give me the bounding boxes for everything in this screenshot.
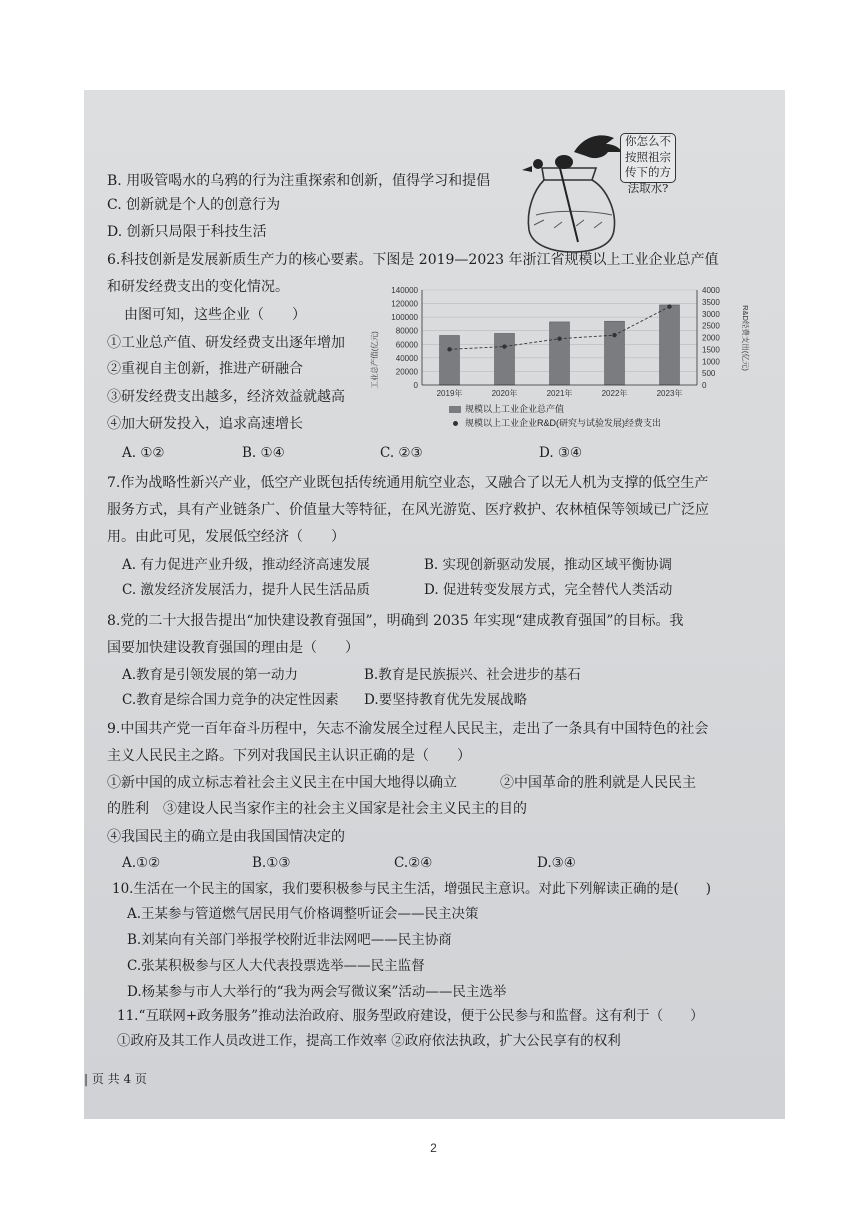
y2-tick-label: 1000 xyxy=(702,357,720,367)
rd-expenditure-point xyxy=(667,304,671,308)
q6-item-4: ④加大研发投入，追求高速增长 xyxy=(107,416,303,432)
footer-page-info: | 页 共 4 页 xyxy=(84,1072,147,1086)
q9-stem-line-2: 主义人民民主之路。下列对我国民主认识正确的是（ ） xyxy=(107,748,471,764)
y-tick-label: 0 xyxy=(413,381,418,390)
y2-tick-label: 1500 xyxy=(702,345,720,355)
x-tick-label: 2023年 xyxy=(656,389,683,398)
q9-choice-d: D.③④ xyxy=(537,855,576,871)
y-tick-label: 120000 xyxy=(391,299,418,309)
rd-expenditure-point xyxy=(612,333,616,337)
y2-axis-label: R&D经费支出(亿元) xyxy=(741,305,750,371)
q5-option-d: D. 创新只局限于科技生活 xyxy=(107,224,267,240)
q7-stem-line-1: 7.作为战略性新兴产业，低空产业既包括传统通用航空业态，又融合了以无人机为支撑的低空生产 xyxy=(107,475,709,491)
q5-option-c: C. 创新就是个人的创意行为 xyxy=(107,197,281,213)
q5-option-b: B. 用吸管喝水的乌鸦的行为注重探索和创新，值得学习和提倡 xyxy=(107,173,491,189)
q7-stem-line-2: 服务方式，具有产业链条广、价值量大等特征，在风光游览、医疗救护、农林植保等领域已广泛应 xyxy=(107,502,709,518)
q10-option-c: C.张某积极参与区人大代表投票选举——民主监督 xyxy=(127,958,425,974)
q11-stem: 11.“互联网+政务服务”推动法治政府、服务型政府建设，便于公民参与和监督。这有利于（ ） xyxy=(117,1008,704,1024)
y2-tick-label: 500 xyxy=(702,369,716,379)
q6-stem-line-2: 和研发经费支出的变化情况。 xyxy=(107,279,289,295)
q7-option-b: B. 实现创新驱动发展，推动区域平衡协调 xyxy=(424,557,673,573)
q6-stem-line-1: 6.科技创新是发展新质生产力的核心要素。下图是 2019—2023 年浙江省规模以上工业企业总产值 xyxy=(107,252,719,268)
y-tick-label: 20000 xyxy=(395,367,418,377)
q11-item-1-2: ①政府及其工作人员改进工作，提高工作效率 ②政府依法执政，扩大公民享有的权利 xyxy=(117,1033,621,1049)
q7-option-a: A. 有力促进产业升级，推动经济高速发展 xyxy=(122,557,370,573)
x-tick-label: 2021年 xyxy=(546,389,573,398)
q6-choice-a: A. ①② xyxy=(122,445,165,461)
y2-tick-label: 3500 xyxy=(702,297,720,307)
q6-choice-d: D. ③④ xyxy=(539,445,583,461)
q10-option-b: B.刘某向有关部门举报学校附近非法网吧——民主协商 xyxy=(127,932,452,948)
rd-expenditure-point xyxy=(447,347,451,351)
q9-item-4: ④我国民主的确立是由我国国情决定的 xyxy=(107,829,345,845)
y2-tick-label: 2500 xyxy=(702,321,720,331)
exam-sheet xyxy=(84,90,785,1119)
x-tick-label: 2020年 xyxy=(491,389,518,398)
q9-choice-a: A.①② xyxy=(122,855,161,871)
q8-stem-line-1: 8.党的二十大报告提出“加快建设教育强国”，明确到 2035 年实现“建成教育强国”的目标。我 xyxy=(107,613,684,629)
legend-bar xyxy=(449,403,564,415)
q10-option-d: D.杨某参与市人大举行的“我为两会写微议案”活动——民主选举 xyxy=(127,984,507,1000)
q10-stem: 10.生活在一个民主的国家，我们要积极参与民主生活，增强民主意识。对此下列解读正确的是( ) xyxy=(112,881,712,897)
q6-stem-line-3: 由图可知，这些企业（ ） xyxy=(124,307,306,323)
q9-choice-b: B.①③ xyxy=(252,855,291,871)
q7-stem-line-3: 用。由此可见，发展低空经济（ ） xyxy=(107,529,345,545)
q9-stem-line-1: 9.中国共产党一百年奋斗历程中，矢志不渝发展全过程人民民主，走出了一条具有中国特色的社会 xyxy=(107,721,709,737)
q6-item-2: ②重视自主创新，推进产研融合 xyxy=(107,361,303,377)
bubble-line: 按照祖宗 xyxy=(625,149,671,164)
y2-tick-label: 0 xyxy=(702,381,707,390)
legend-line xyxy=(449,417,661,429)
q8-option-a: A.教育是引领发展的第一动力 xyxy=(122,667,299,683)
bar-total-output xyxy=(440,335,460,385)
crow-cartoon-image xyxy=(514,130,624,255)
y-tick-label: 80000 xyxy=(395,326,418,336)
q7-option-d: D. 促进转变发展方式，完全替代人类活动 xyxy=(424,582,673,598)
q6-item-1: ①工业总产值、研发经费支出逐年增加 xyxy=(107,335,345,351)
q10-option-a: A.王某参与管道燃气居民用气价格调整听证会——民主决策 xyxy=(127,906,479,922)
y-tick-label: 40000 xyxy=(395,353,418,363)
q9-item-2: ②中国革命的胜利就是人民民主 xyxy=(500,775,696,791)
page-number: 2 xyxy=(430,1141,437,1155)
y-tick-label: 100000 xyxy=(391,313,418,323)
q8-option-c: C.教育是综合国力竞争的决定性因素 xyxy=(122,692,339,708)
bar-total-output xyxy=(660,305,680,385)
y2-tick-label: 2000 xyxy=(702,333,720,343)
industry-rd-chart xyxy=(354,282,754,400)
q6-choice-b: B. ①④ xyxy=(242,445,285,461)
q6-item-3: ③研发经费支出越多，经济效益就越高 xyxy=(107,389,345,405)
bar-total-output xyxy=(605,321,625,385)
speech-bubble xyxy=(620,133,676,195)
bar-total-output xyxy=(550,322,570,385)
legend-bar-swatch xyxy=(449,406,461,413)
x-tick-label: 2019年 xyxy=(436,389,463,398)
y2-tick-label: 4000 xyxy=(702,286,720,295)
q9-item-3: 的胜利 ③建设人民当家作主的社会主义国家是社会主义民主的目的 xyxy=(107,801,527,817)
rd-expenditure-point xyxy=(557,336,561,340)
q8-option-b: B.教育是民族振兴、社会进步的基石 xyxy=(364,667,581,683)
legend-line-marker xyxy=(453,421,458,426)
q9-item-1: ①新中国的成立标志着社会主义民主在中国大地得以确立 xyxy=(107,775,457,791)
legend-line-label: 规模以上工业企业R&D(研究与试验发展)经费支出 xyxy=(465,418,661,428)
q6-choice-c: C. ②③ xyxy=(380,445,423,461)
x-tick-label: 2022年 xyxy=(601,389,628,398)
y-axis-label: 工业总产值(亿元) xyxy=(370,331,379,389)
legend-bar-label: 规模以上工业企业总产值 xyxy=(465,404,565,414)
rd-expenditure-point xyxy=(502,344,506,348)
bubble-line: 传下的方 xyxy=(625,165,671,179)
y2-tick-label: 3000 xyxy=(702,309,720,319)
q8-option-d: D.要坚持教育优先发展战略 xyxy=(364,692,528,708)
q7-option-c: C. 激发经济发展活力，提升人民生活品质 xyxy=(122,582,370,598)
bubble-line: 法取水? xyxy=(627,180,669,195)
q9-choice-c: C.②④ xyxy=(394,855,433,871)
y-tick-label: 60000 xyxy=(395,340,418,350)
bubble-line: 你怎么不 xyxy=(625,134,671,148)
bar-total-output xyxy=(495,333,515,385)
y-tick-label: 140000 xyxy=(391,286,418,295)
q8-stem-line-2: 国要加快建设教育强国的理由是（ ） xyxy=(107,640,359,656)
